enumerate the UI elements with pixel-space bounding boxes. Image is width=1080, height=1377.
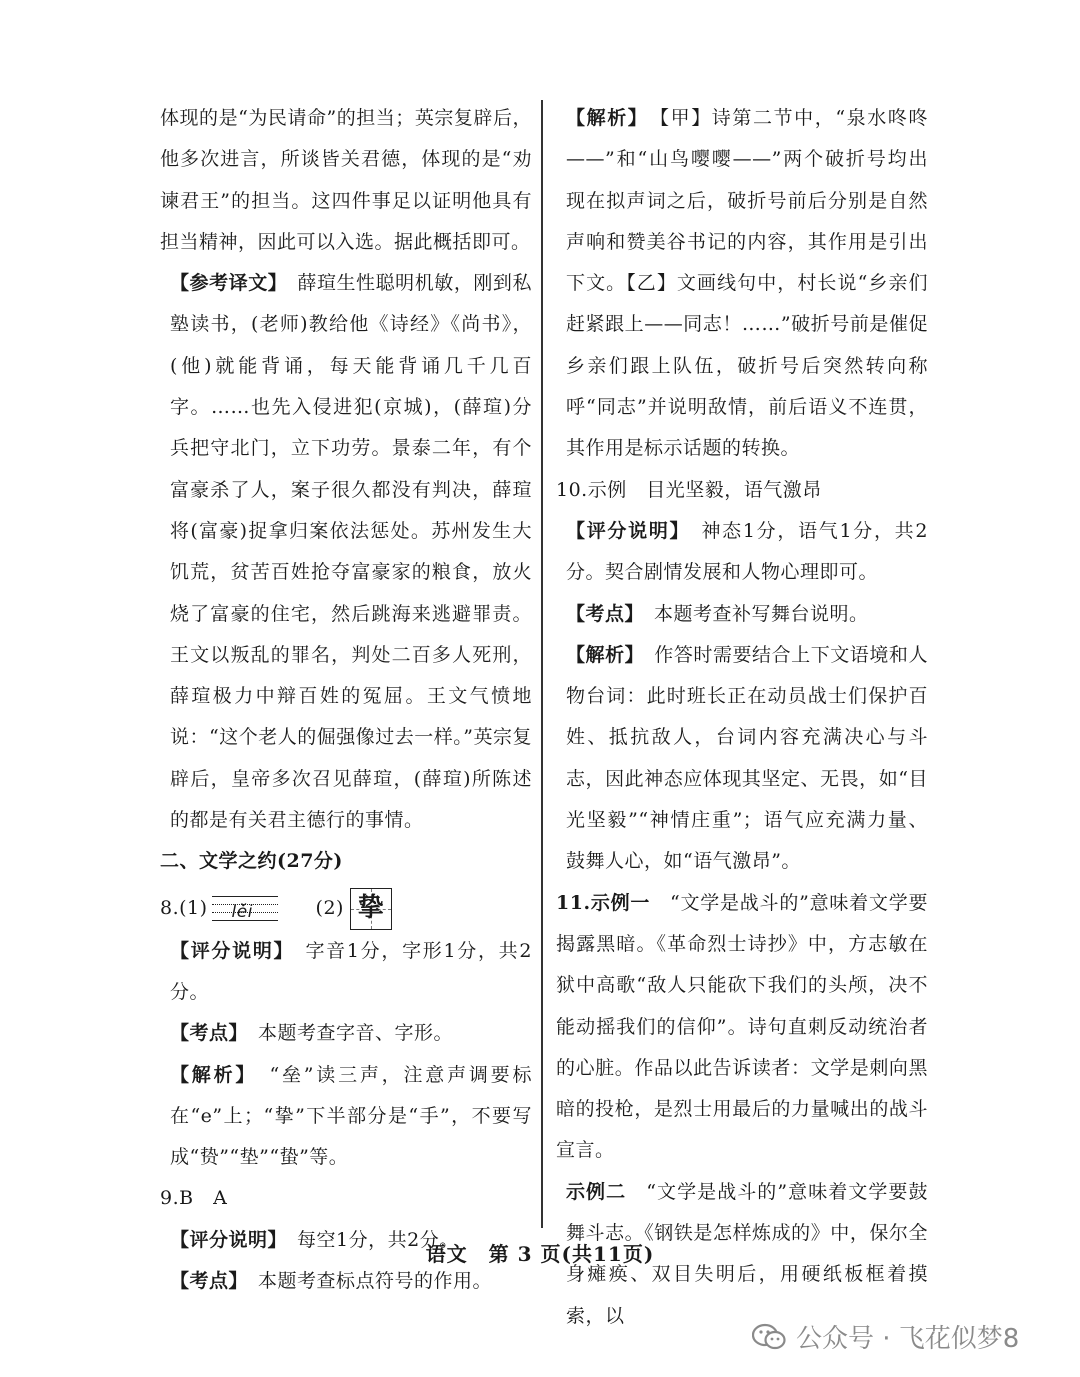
- left-column: [160, 98, 532, 1302]
- scoring-text: 每空1分，共2分。: [297, 1228, 459, 1251]
- q11-example-1: [556, 883, 928, 1172]
- q10-point: [556, 594, 928, 635]
- intro-paragraph: 体现的是“为民请命”的担当；英宗复辟后，他多次进言，所谈皆关君德，体现的是“劝谏君王”的担当。这四件事足以证明他具有担当精神，因此可以入选。据此概括即可。: [160, 107, 532, 253]
- point-text: 本题考查标点符号的作用。: [258, 1270, 493, 1293]
- q8-part2-label: (2): [315, 896, 344, 919]
- page-footer: 语文 第 3 页(共11页): [425, 1242, 655, 1266]
- example-tag: 示例二: [566, 1180, 627, 1203]
- scoring-tag: 【评分说明】: [170, 1228, 278, 1251]
- pinyin-writing-lines: [212, 894, 278, 924]
- q8-char: 挚: [357, 893, 385, 923]
- analysis-tag: 【解析】: [566, 643, 635, 666]
- translation-text: 薛瑄生性聪明机敏，刚到私塾读书，(老师)教给他《诗经》《尚书》，(他)就能背诵，每天能背诵几千几百字。……也先入侵进犯(京城)，(薛瑄)分兵把守北门，立下功劳。景泰二年，有个富豪杀了人，案子很久都没有判决，薛瑄将(富豪)捉拿归案依法惩处。苏州发生大饥荒，贫苦百姓抢夺富豪家的粮食，放火烧了富豪的住宅，然后跳海来逃避罪责。王文以叛乱的罪名，判处二百多人死刑，薛瑄极力中辩百姓的冤屈。王文气愤地说：“这个老人的倔强像过去一样。”英宗复辟后，皇帝多次召见薛瑄，(薛瑄)所陈述的都是有关君主德行的事情。: [170, 272, 532, 832]
- column-divider: [541, 100, 543, 1228]
- q8-analysis: [160, 1055, 532, 1179]
- scoring-tag: 【评分说明】: [566, 519, 681, 542]
- q10-scoring: [556, 511, 928, 594]
- q9-answer: 9.B A: [160, 1187, 228, 1210]
- q8-pinyin: lěi: [231, 901, 253, 922]
- watermark: [752, 1318, 1019, 1355]
- q8-label: 8.(1): [160, 896, 208, 919]
- q9-analysis: [556, 98, 928, 470]
- scoring-tag: 【评分说明】: [170, 939, 285, 962]
- q10-answer: 10.示例 目光坚毅，语气激昂: [556, 478, 822, 501]
- translation-tag: 【参考译文】: [170, 272, 278, 295]
- point-tag: 【考点】: [170, 1270, 239, 1293]
- point-tag: 【考点】: [170, 1022, 239, 1045]
- q9-point: [160, 1261, 532, 1302]
- wechat-icon: [752, 1323, 786, 1351]
- character-grid-box: [350, 888, 392, 930]
- point-text: 本题考查补写舞台说明。: [654, 602, 869, 625]
- analysis-tag: 【解析】: [566, 107, 639, 129]
- translation-paragraph: [160, 263, 532, 841]
- scoring-text: 神态1分，语气1分，共2分。契合剧情发展和人物心理即可。: [566, 519, 928, 584]
- point-text: 本题考查字音、字形。: [258, 1022, 454, 1045]
- scoring-text: 字音1分，字形1分，共2分。: [170, 939, 532, 1003]
- watermark-text: 公众号 · 飞花似梦8: [796, 1324, 1020, 1354]
- example-tag: 11.示例一: [556, 891, 651, 914]
- analysis-text: 【甲】诗第二节中，“泉水咚咚——”和“山鸟嘤嘤——”两个破折号均出现在拟声词之后，破折号前后分别是自然声响和赞美谷书记的内容，其作用是引出下文。【乙】文画线句中，村长说“乡亲们赶紧跟上——同志！……”破折号前是催促乡亲们跟上队伍，破折号后突然转向称呼“同志”并说明敌情，前后语义不连贯，其作用是标示话题的转换。: [566, 107, 928, 460]
- analysis-text: “垒”读三声，注意声调要标在“e”上；“挚”下半部分是“手”，不要写成“贽”“垫”“蛰”等。: [170, 1063, 532, 1169]
- q10-analysis: [556, 635, 928, 883]
- analysis-tag: 【解析】: [170, 1063, 248, 1086]
- section-title: 二、文学之约(27分): [160, 850, 343, 873]
- q8-answer-row: [160, 887, 532, 931]
- q8-scoring: [160, 931, 532, 1014]
- example-text: “文学是战斗的”意味着文学要鼓舞斗志。《钢铁是怎样炼成的》中，保尔全身瘫痪、双目失明后，用硬纸板框着摸索，以: [566, 1180, 928, 1327]
- q8-point: [160, 1013, 532, 1054]
- analysis-text: 作答时需要结合上下文语境和人物台词：此时班长正在动员战士们保护百姓、抵抗敌人，台词内容充满决心与斗志，因此神态应体现其坚定、无畏，如“目光坚毅”“神情庄重”；语气应充满力量、鼓舞人心，如“语气激昂”。: [566, 643, 928, 873]
- right-column: [556, 98, 928, 1337]
- example-text: “文学是战斗的”意味着文学要揭露黑暗。《革命烈士诗抄》中，方志敏在狱中高歌“敌人只能砍下我们的头颅，决不能动摇我们的信仰”。诗句直刺反动统治者的心脏。作品以此告诉读者：文学是刺向黑暗的投枪，是烈士用最后的力量喊出的战斗宣言。: [556, 891, 928, 1162]
- point-tag: 【考点】: [566, 602, 635, 625]
